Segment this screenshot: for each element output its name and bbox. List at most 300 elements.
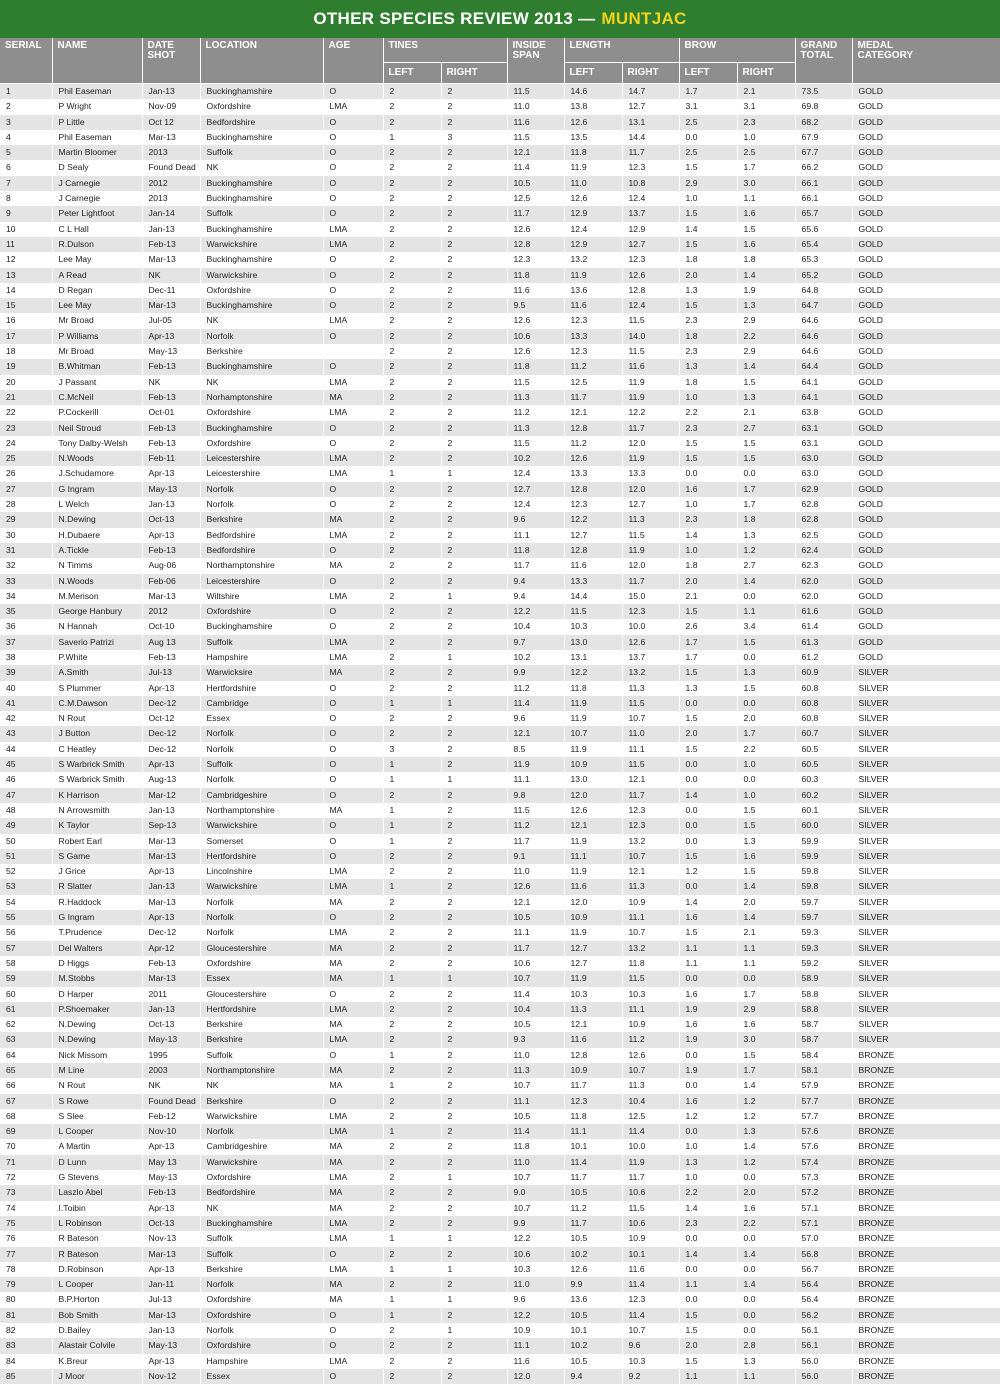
tines-right-cell: 2 [441, 405, 507, 420]
brow-left-cell: 2.9 [679, 176, 737, 191]
medal-category-cell: BRONZE [852, 1155, 1000, 1170]
inside-span-cell: 10.9 [507, 1323, 564, 1338]
medal-category-cell: GOLD [852, 375, 1000, 390]
tines-right-cell: 2 [441, 849, 507, 864]
grand-total-cell: 64.6 [795, 344, 852, 359]
serial-cell: 47 [0, 788, 52, 803]
header-length: LENGTH [564, 38, 679, 63]
name-cell: Tony Dalby-Welsh [52, 436, 142, 451]
length-left-cell: 12.6 [564, 451, 622, 466]
length-left-cell: 10.2 [564, 1247, 622, 1262]
date-shot-cell: Dec-12 [142, 726, 200, 741]
name-cell: Neil Stroud [52, 421, 142, 436]
inside-span-cell: 9.7 [507, 635, 564, 650]
tines-right-cell: 2 [441, 803, 507, 818]
age-cell: O [323, 283, 383, 298]
length-right-cell: 11.1 [622, 1002, 679, 1017]
tines-right-cell: 2 [441, 941, 507, 956]
location-cell: Cambridgeshire [200, 788, 323, 803]
length-right-cell: 11.9 [622, 390, 679, 405]
grand-total-cell: 64.8 [795, 283, 852, 298]
table-row [0, 390, 1000, 405]
length-left-cell: 11.6 [564, 558, 622, 573]
length-left-cell: 12.3 [564, 344, 622, 359]
serial-cell: 49 [0, 818, 52, 833]
serial-cell: 58 [0, 956, 52, 971]
location-cell: Warwicksire [200, 665, 323, 680]
tines-right-cell: 1 [441, 696, 507, 711]
age-cell: O [323, 788, 383, 803]
inside-span-cell: 10.2 [507, 451, 564, 466]
age-cell: O [323, 359, 383, 374]
medal-category-cell: GOLD [852, 619, 1000, 634]
brow-right-cell: 1.6 [737, 1201, 795, 1216]
header-serial: SERIAL [0, 38, 52, 84]
age-cell: O [323, 160, 383, 175]
inside-span-cell: 12.2 [507, 1231, 564, 1246]
age-cell: LMA [323, 451, 383, 466]
length-right-cell: 11.4 [622, 1308, 679, 1323]
length-left-cell: 11.9 [564, 834, 622, 849]
tines-left-cell: 3 [383, 742, 441, 757]
tines-left-cell: 2 [383, 237, 441, 252]
length-right-cell: 13.3 [622, 466, 679, 481]
tines-left-cell: 2 [383, 1338, 441, 1353]
brow-right-cell: 1.6 [737, 237, 795, 252]
inside-span-cell: 11.4 [507, 696, 564, 711]
inside-span-cell: 10.4 [507, 1002, 564, 1017]
brow-right-cell: 2.2 [737, 1216, 795, 1231]
inside-span-cell: 12.8 [507, 237, 564, 252]
name-cell: N Timms [52, 558, 142, 573]
name-cell: R Bateson [52, 1231, 142, 1246]
date-shot-cell: Apr-13 [142, 1139, 200, 1154]
date-shot-cell: Mar-12 [142, 788, 200, 803]
length-left-cell: 10.1 [564, 1139, 622, 1154]
tines-left-cell: 2 [383, 574, 441, 589]
length-right-cell: 12.3 [622, 818, 679, 833]
name-cell: K.Breur [52, 1354, 142, 1369]
serial-cell: 31 [0, 543, 52, 558]
length-right-cell: 11.0 [622, 726, 679, 741]
length-right-cell: 12.6 [622, 635, 679, 650]
brow-left-cell: 1.4 [679, 528, 737, 543]
date-shot-cell: Feb-13 [142, 237, 200, 252]
grand-total-cell: 57.0 [795, 1231, 852, 1246]
serial-cell: 30 [0, 528, 52, 543]
length-left-cell: 11.4 [564, 1155, 622, 1170]
age-cell: O [323, 298, 383, 313]
tines-right-cell: 2 [441, 99, 507, 114]
location-cell: Warwickshire [200, 237, 323, 252]
grand-total-cell: 56.1 [795, 1338, 852, 1353]
length-left-cell: 10.1 [564, 1323, 622, 1338]
date-shot-cell: Mar-13 [142, 895, 200, 910]
brow-left-cell: 1.4 [679, 895, 737, 910]
date-shot-cell: Apr-13 [142, 910, 200, 925]
location-cell: Norfolk [200, 1124, 323, 1139]
name-cell: R Bateson [52, 1247, 142, 1262]
brow-right-cell: 1.3 [737, 298, 795, 313]
length-right-cell: 12.2 [622, 405, 679, 420]
serial-cell: 84 [0, 1354, 52, 1369]
inside-span-cell: 11.0 [507, 99, 564, 114]
serial-cell: 25 [0, 451, 52, 466]
tines-right-cell: 2 [441, 987, 507, 1002]
length-right-cell: 12.7 [622, 237, 679, 252]
table-row [0, 313, 1000, 328]
brow-right-cell: 1.5 [737, 436, 795, 451]
inside-span-cell: 11.1 [507, 528, 564, 543]
brow-left-cell: 1.5 [679, 711, 737, 726]
table-row [0, 99, 1000, 114]
location-cell: Wiltshire [200, 589, 323, 604]
age-cell: LMA [323, 1170, 383, 1185]
tines-left-cell: 2 [383, 176, 441, 191]
date-shot-cell: 1995 [142, 1048, 200, 1063]
tines-left-cell: 2 [383, 1094, 441, 1109]
medal-category-cell: GOLD [852, 268, 1000, 283]
serial-cell: 81 [0, 1308, 52, 1323]
location-cell: Leicestershire [200, 574, 323, 589]
name-cell: G Ingram [52, 910, 142, 925]
serial-cell: 29 [0, 512, 52, 527]
length-left-cell: 10.9 [564, 757, 622, 772]
age-cell: LMA [323, 405, 383, 420]
name-cell: J Carnegie [52, 191, 142, 206]
date-shot-cell: 2012 [142, 176, 200, 191]
brow-left-cell: 1.5 [679, 604, 737, 619]
location-cell: NK [200, 313, 323, 328]
name-cell: G Stevens [52, 1170, 142, 1185]
length-left-cell: 12.0 [564, 895, 622, 910]
brow-left-cell: 0.0 [679, 803, 737, 818]
tines-right-cell: 1 [441, 650, 507, 665]
tines-right-cell: 2 [441, 742, 507, 757]
inside-span-cell: 9.9 [507, 665, 564, 680]
grand-total-cell: 61.6 [795, 604, 852, 619]
tines-right-cell: 2 [441, 681, 507, 696]
length-right-cell: 12.1 [622, 864, 679, 879]
age-cell: O [323, 711, 383, 726]
name-cell: A Read [52, 268, 142, 283]
medal-category-cell: BRONZE [852, 1231, 1000, 1246]
table-row [0, 1216, 1000, 1231]
location-cell: Suffolk [200, 206, 323, 221]
length-left-cell: 12.6 [564, 115, 622, 130]
age-cell: MA [323, 390, 383, 405]
inside-span-cell: 11.0 [507, 1048, 564, 1063]
table-row [0, 1155, 1000, 1170]
name-cell: Lee May [52, 298, 142, 313]
grand-total-cell: 56.1 [795, 1323, 852, 1338]
age-cell: LMA [323, 925, 383, 940]
grand-total-cell: 57.3 [795, 1170, 852, 1185]
length-left-cell: 13.5 [564, 130, 622, 145]
name-cell: L Cooper [52, 1277, 142, 1292]
medal-category-cell: BRONZE [852, 1354, 1000, 1369]
serial-cell: 14 [0, 283, 52, 298]
date-shot-cell: Nov-13 [142, 1231, 200, 1246]
location-cell: Norfolk [200, 1277, 323, 1292]
inside-span-cell: 11.9 [507, 757, 564, 772]
location-cell: Essex [200, 971, 323, 986]
grand-total-cell: 58.1 [795, 1063, 852, 1078]
table-row [0, 956, 1000, 971]
length-right-cell: 11.3 [622, 1078, 679, 1093]
length-left-cell: 9.4 [564, 1369, 622, 1384]
brow-left-cell: 1.1 [679, 1277, 737, 1292]
serial-cell: 22 [0, 405, 52, 420]
date-shot-cell: May-13 [142, 1032, 200, 1047]
medal-category-cell: GOLD [852, 206, 1000, 221]
brow-left-cell: 1.0 [679, 497, 737, 512]
tines-right-cell: 2 [441, 1078, 507, 1093]
brow-right-cell: 2.2 [737, 742, 795, 757]
tines-left-cell: 2 [383, 956, 441, 971]
grand-total-cell: 62.8 [795, 497, 852, 512]
length-left-cell: 10.5 [564, 1354, 622, 1369]
table-row [0, 987, 1000, 1002]
tines-right-cell: 2 [441, 818, 507, 833]
inside-span-cell: 12.1 [507, 145, 564, 160]
length-right-cell: 11.5 [622, 757, 679, 772]
location-cell: Essex [200, 711, 323, 726]
length-left-cell: 13.2 [564, 252, 622, 267]
length-right-cell: 12.4 [622, 191, 679, 206]
length-left-cell: 12.7 [564, 941, 622, 956]
length-left-cell: 11.9 [564, 864, 622, 879]
medal-category-cell: GOLD [852, 99, 1000, 114]
medal-category-cell: GOLD [852, 482, 1000, 497]
tines-left-cell: 2 [383, 497, 441, 512]
location-cell: Warwickshire [200, 1109, 323, 1124]
age-cell: O [323, 482, 383, 497]
table-row [0, 543, 1000, 558]
length-left-cell: 9.9 [564, 1277, 622, 1292]
brow-right-cell: 0.0 [737, 772, 795, 787]
brow-right-cell: 0.0 [737, 466, 795, 481]
medal-category-cell: BRONZE [852, 1048, 1000, 1063]
location-cell: Buckinghamshire [200, 619, 323, 634]
medal-category-cell: SILVER [852, 726, 1000, 741]
location-cell: Norfolk [200, 895, 323, 910]
brow-right-cell: 1.7 [737, 482, 795, 497]
tines-right-cell: 2 [441, 711, 507, 726]
brow-left-cell: 1.7 [679, 84, 737, 100]
brow-right-cell: 1.1 [737, 604, 795, 619]
length-left-cell: 12.7 [564, 956, 622, 971]
tines-right-cell: 2 [441, 482, 507, 497]
brow-left-cell: 1.1 [679, 956, 737, 971]
brow-left-cell: 1.0 [679, 1170, 737, 1185]
length-right-cell: 10.6 [622, 1216, 679, 1231]
serial-cell: 24 [0, 436, 52, 451]
location-cell: Norfolk [200, 497, 323, 512]
date-shot-cell: Found Dead [142, 160, 200, 175]
serial-cell: 35 [0, 604, 52, 619]
brow-right-cell: 1.5 [737, 1048, 795, 1063]
header-length-left: LEFT [564, 63, 622, 84]
name-cell: J Grice [52, 864, 142, 879]
age-cell: LMA [323, 237, 383, 252]
medal-category-cell: BRONZE [852, 1216, 1000, 1231]
date-shot-cell: Apr-13 [142, 681, 200, 696]
age-cell: LMA [323, 313, 383, 328]
length-left-cell: 11.7 [564, 390, 622, 405]
inside-span-cell: 10.5 [507, 1109, 564, 1124]
table-row [0, 788, 1000, 803]
length-left-cell: 12.7 [564, 528, 622, 543]
tines-left-cell: 2 [383, 543, 441, 558]
tines-right-cell: 2 [441, 956, 507, 971]
grand-total-cell: 58.4 [795, 1048, 852, 1063]
age-cell [323, 344, 383, 359]
brow-right-cell: 1.4 [737, 1277, 795, 1292]
table-row [0, 237, 1000, 252]
name-cell: L Robinson [52, 1216, 142, 1231]
length-left-cell: 12.1 [564, 405, 622, 420]
location-cell: Bedfordshire [200, 1185, 323, 1200]
medal-category-cell: GOLD [852, 344, 1000, 359]
tines-left-cell: 2 [383, 512, 441, 527]
medal-category-cell: SILVER [852, 971, 1000, 986]
brow-right-cell: 1.4 [737, 574, 795, 589]
inside-span-cell: 10.7 [507, 1201, 564, 1216]
length-right-cell: 10.0 [622, 1139, 679, 1154]
inside-span-cell: 12.3 [507, 252, 564, 267]
name-cell: D Higgs [52, 956, 142, 971]
serial-cell: 70 [0, 1139, 52, 1154]
medal-category-cell: GOLD [852, 528, 1000, 543]
age-cell: LMA [323, 1354, 383, 1369]
tines-left-cell: 1 [383, 1308, 441, 1323]
brow-right-cell: 3.0 [737, 1032, 795, 1047]
length-left-cell: 11.9 [564, 742, 622, 757]
tines-right-cell: 2 [441, 375, 507, 390]
brow-right-cell: 2.0 [737, 1185, 795, 1200]
brow-right-cell: 1.3 [737, 390, 795, 405]
date-shot-cell: Apr-13 [142, 528, 200, 543]
tines-left-cell: 2 [383, 160, 441, 175]
length-right-cell: 13.2 [622, 665, 679, 680]
date-shot-cell: Jan-11 [142, 1277, 200, 1292]
location-cell: Northamptonshire [200, 803, 323, 818]
name-cell: A Martin [52, 1139, 142, 1154]
inside-span-cell: 11.4 [507, 1124, 564, 1139]
grand-total-cell: 57.6 [795, 1124, 852, 1139]
date-shot-cell: Jan-13 [142, 497, 200, 512]
inside-span-cell: 10.4 [507, 619, 564, 634]
serial-cell: 43 [0, 726, 52, 741]
length-left-cell: 11.6 [564, 1032, 622, 1047]
brow-left-cell: 2.0 [679, 574, 737, 589]
serial-cell: 46 [0, 772, 52, 787]
results-table [0, 38, 1000, 1384]
name-cell: P.White [52, 650, 142, 665]
serial-cell: 38 [0, 650, 52, 665]
brow-left-cell: 0.0 [679, 1078, 737, 1093]
serial-cell: 65 [0, 1063, 52, 1078]
location-cell: Oxfordshire [200, 604, 323, 619]
length-right-cell: 13.2 [622, 834, 679, 849]
brow-right-cell: 2.0 [737, 711, 795, 726]
brow-left-cell: 1.8 [679, 252, 737, 267]
serial-cell: 27 [0, 482, 52, 497]
grand-total-cell: 65.2 [795, 268, 852, 283]
brow-left-cell: 1.8 [679, 558, 737, 573]
tines-left-cell: 2 [383, 421, 441, 436]
grand-total-cell: 60.5 [795, 757, 852, 772]
age-cell: LMA [323, 1032, 383, 1047]
table-row [0, 574, 1000, 589]
brow-left-cell: 1.4 [679, 1247, 737, 1262]
medal-category-cell: SILVER [852, 834, 1000, 849]
length-left-cell: 10.9 [564, 910, 622, 925]
medal-category-cell: GOLD [852, 283, 1000, 298]
tines-right-cell: 2 [441, 879, 507, 894]
inside-span-cell: 11.5 [507, 436, 564, 451]
length-right-cell: 12.3 [622, 1292, 679, 1307]
brow-right-cell: 1.4 [737, 879, 795, 894]
brow-right-cell: 1.3 [737, 1354, 795, 1369]
inside-span-cell: 9.6 [507, 512, 564, 527]
grand-total-cell: 68.2 [795, 115, 852, 130]
medal-category-cell: GOLD [852, 650, 1000, 665]
serial-cell: 79 [0, 1277, 52, 1292]
name-cell: G Ingram [52, 482, 142, 497]
age-cell: O [323, 1338, 383, 1353]
brow-left-cell: 2.5 [679, 115, 737, 130]
brow-right-cell: 1.4 [737, 1139, 795, 1154]
serial-cell: 5 [0, 145, 52, 160]
brow-right-cell: 1.1 [737, 941, 795, 956]
location-cell: Oxfordshire [200, 1170, 323, 1185]
brow-left-cell: 1.5 [679, 160, 737, 175]
length-right-cell: 12.0 [622, 436, 679, 451]
brow-right-cell: 0.0 [737, 1323, 795, 1338]
tines-left-cell: 1 [383, 696, 441, 711]
brow-left-cell: 2.5 [679, 145, 737, 160]
brow-left-cell: 2.0 [679, 268, 737, 283]
age-cell: O [323, 145, 383, 160]
table-row [0, 268, 1000, 283]
length-right-cell: 12.7 [622, 99, 679, 114]
length-left-cell: 12.3 [564, 313, 622, 328]
brow-left-cell: 1.5 [679, 1308, 737, 1323]
inside-span-cell: 12.6 [507, 344, 564, 359]
tines-left-cell: 1 [383, 1078, 441, 1093]
grand-total-cell: 56.0 [795, 1369, 852, 1384]
table-row [0, 910, 1000, 925]
table-row [0, 1323, 1000, 1338]
tines-left-cell: 2 [383, 405, 441, 420]
date-shot-cell: Mar-13 [142, 1308, 200, 1323]
location-cell: Warwickshire [200, 818, 323, 833]
grand-total-cell: 58.7 [795, 1032, 852, 1047]
tines-left-cell: 2 [383, 344, 441, 359]
name-cell: S Plummer [52, 681, 142, 696]
brow-left-cell: 2.6 [679, 619, 737, 634]
name-cell: M Line [52, 1063, 142, 1078]
medal-category-cell: SILVER [852, 742, 1000, 757]
table-row [0, 941, 1000, 956]
tines-right-cell: 2 [441, 574, 507, 589]
table-row [0, 176, 1000, 191]
tines-right-cell: 2 [441, 1369, 507, 1384]
tines-left-cell: 2 [383, 1201, 441, 1216]
tines-right-cell: 1 [441, 772, 507, 787]
